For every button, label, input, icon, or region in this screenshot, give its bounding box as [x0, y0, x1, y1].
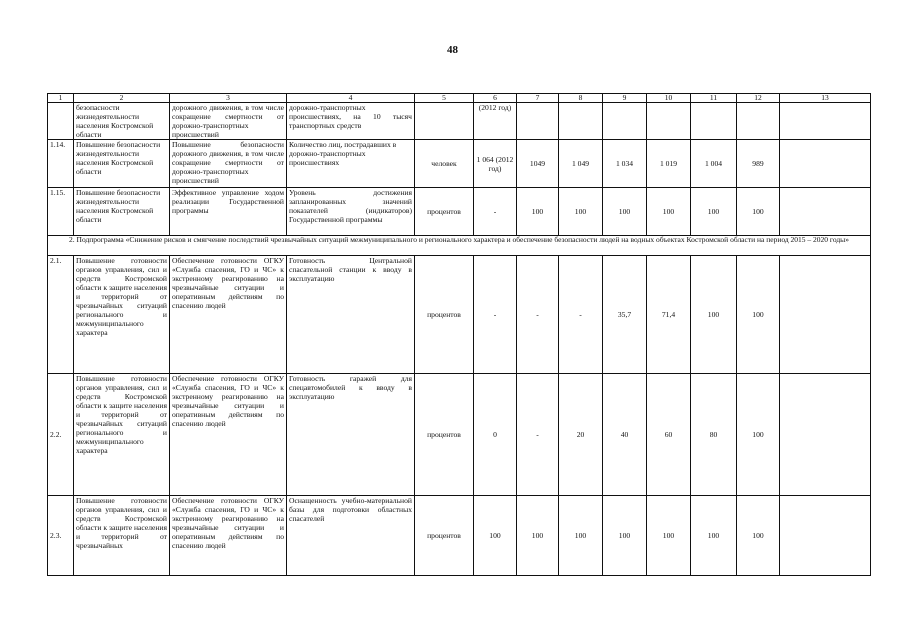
column-number: 8 [559, 94, 603, 103]
row-unit: процентов [415, 188, 474, 236]
table-row [48, 103, 871, 140]
table-row [48, 188, 871, 236]
row-2015 [517, 103, 559, 140]
column-number: 10 [647, 94, 691, 103]
row-note [780, 103, 871, 140]
row-2019: 100 [691, 188, 737, 236]
row-id [48, 103, 74, 140]
row-name: Повышение готовности органов управления, сил и средств Костромской области к защите населения и территорий от чрезвычайных ситуаций регионального и межмуниципального характера [74, 256, 170, 374]
column-number: 1 [48, 94, 74, 103]
row-2019 [691, 103, 737, 140]
row-2018: 60 [647, 374, 691, 496]
column-number: 5 [415, 94, 474, 103]
row-id: 2.1. [48, 256, 74, 374]
row-base: 0 [474, 374, 517, 496]
column-number: 12 [737, 94, 780, 103]
indicators-table [47, 93, 871, 576]
row-indicator: дорожно-транспортных происшествиях, на 10 тысяч транспортных средств [287, 103, 415, 140]
column-number: 6 [474, 94, 517, 103]
column-number: 3 [170, 94, 287, 103]
row-base: 100 [474, 496, 517, 576]
table-row [48, 496, 871, 576]
row-2017 [603, 103, 647, 140]
row-2015: - [517, 374, 559, 496]
row-note [780, 188, 871, 236]
row-2017: 35,7 [603, 256, 647, 374]
row-unit: процентов [415, 496, 474, 576]
row-indicator: Оснащенность учебно-материальной базы для подготовки областных спасателей [287, 496, 415, 576]
row-2017: 100 [603, 188, 647, 236]
row-2018 [647, 103, 691, 140]
table-row [48, 140, 871, 188]
row-2019: 1 004 [691, 140, 737, 188]
row-2020: 100 [737, 374, 780, 496]
row-base: (2012 год) [474, 103, 517, 140]
row-2020 [737, 103, 780, 140]
row-event: Повышение безопасности дорожного движения, в том числе сокращение смертности от дорожно-транспортных происшествий [170, 140, 287, 188]
column-number: 11 [691, 94, 737, 103]
row-id: 1.14. [48, 140, 74, 188]
row-2020: 100 [737, 496, 780, 576]
row-2016: 1 049 [559, 140, 603, 188]
row-event: Обеспечение готовности ОГКУ «Служба спасения, ГО и ЧС» к экстренному реагированию на чрезвычайные ситуации и оперативным действиям по спасению людей [170, 374, 287, 496]
row-id: 1.15. [48, 188, 74, 236]
row-base: - [474, 256, 517, 374]
row-2019: 80 [691, 374, 737, 496]
row-unit [415, 103, 474, 140]
row-note [780, 496, 871, 576]
row-name: Повышение безопасности жизнедеятельности населения Костромской области [74, 140, 170, 188]
row-2017: 1 034 [603, 140, 647, 188]
column-number: 4 [287, 94, 415, 103]
row-2017: 100 [603, 496, 647, 576]
row-2018: 71,4 [647, 256, 691, 374]
row-indicator: Готовность гаражей для спецавтомобилей к вводу в эксплуатацию [287, 374, 415, 496]
column-number: 9 [603, 94, 647, 103]
row-unit: процентов [415, 256, 474, 374]
column-number: 2 [74, 94, 170, 103]
row-2020: 989 [737, 140, 780, 188]
row-2015: - [517, 256, 559, 374]
row-id: 2.2. [48, 374, 74, 496]
row-indicator: Уровень достижения запланированных значений показателей (индикаторов) Государственной программы [287, 188, 415, 236]
row-base: - [474, 188, 517, 236]
row-2017: 40 [603, 374, 647, 496]
row-2020: 100 [737, 256, 780, 374]
row-2020: 100 [737, 188, 780, 236]
row-2019: 100 [691, 496, 737, 576]
row-2016: 100 [559, 188, 603, 236]
row-name: Повышение готовности органов управления, сил и средств Костромской области к защите населения и территорий от чрезвычайных ситуаций регионального и межмуниципального характера [74, 374, 170, 496]
row-2019: 100 [691, 256, 737, 374]
row-unit: человек [415, 140, 474, 188]
row-indicator: Количество лиц, пострадавших в дорожно-транспортных происшествиях [287, 140, 415, 188]
table-row [48, 374, 871, 496]
row-name: безопасности жизнедеятельности населения Костромской области [74, 103, 170, 140]
row-2018: 100 [647, 496, 691, 576]
row-id: 2.3. [48, 496, 74, 576]
row-2015: 100 [517, 496, 559, 576]
row-name: Повышение готовности органов управления, сил и средств Костромской области к защите населения и территорий от чрезвычайных [74, 496, 170, 576]
row-2018: 1 019 [647, 140, 691, 188]
row-2016: - [559, 256, 603, 374]
subprogram-heading: 2. Подпрограмма «Снижение рисков и смягчение последствий чрезвычайных ситуаций межмуниципального и регионального характера и обеспечение безопасности людей на водных объектах Костромской области на период 2015 – 2020 годы» [48, 236, 871, 256]
row-2016: 100 [559, 496, 603, 576]
row-note [780, 256, 871, 374]
row-event: Обеспечение готовности ОГКУ «Служба спасения, ГО и ЧС» к экстренному реагированию на чрезвычайные ситуации и оперативным действиям по спасению людей [170, 256, 287, 374]
table-row [48, 256, 871, 374]
column-number: 13 [780, 94, 871, 103]
column-number: 7 [517, 94, 559, 103]
row-event: дорожного движения, в том числе сокращение смертности от дорожно-транспортных происшествий [170, 103, 287, 140]
row-event: Эффективное управление ходом реализации Государственной программы [170, 188, 287, 236]
page-number: 48 [447, 44, 458, 56]
row-unit: процентов [415, 374, 474, 496]
column-number-row [48, 94, 871, 103]
row-2015: 100 [517, 188, 559, 236]
row-name: Повышение безопасности жизнедеятельности населения Костромской области [74, 188, 170, 236]
subprogram-heading-row [48, 236, 871, 256]
row-note [780, 140, 871, 188]
row-2018: 100 [647, 188, 691, 236]
row-indicator: Готовность Центральной спасательной станции к вводу в эксплуатацию [287, 256, 415, 374]
row-event: Обеспечение готовности ОГКУ «Служба спасения, ГО и ЧС» к экстренному реагированию на чрезвычайные ситуации и оперативным действиям по спасению людей [170, 496, 287, 576]
row-2016: 20 [559, 374, 603, 496]
row-base: 1 064 (2012 год) [474, 140, 517, 188]
row-note [780, 374, 871, 496]
row-2016 [559, 103, 603, 140]
row-2015: 1049 [517, 140, 559, 188]
